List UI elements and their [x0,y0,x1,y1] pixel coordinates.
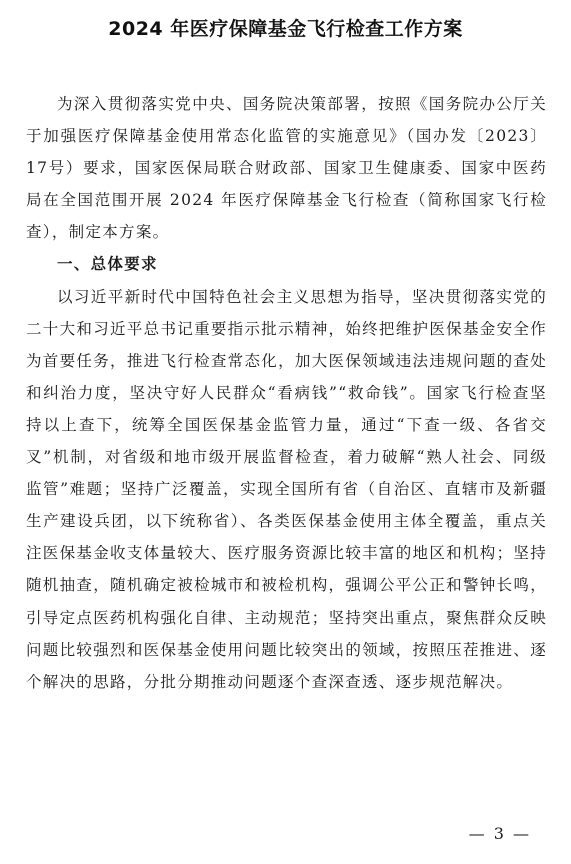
page-number: — 3 — [468,824,531,843]
intro-paragraph: 为深入贯彻落实党中央、国务院决策部署，按照《国务院办公厅关于加强医疗保障基金使用常态化监管的实施意见》（国办发〔2023〕17号）要求，国家医保局联合财政部、国家卫生健康委、国家中医药局在全国范围开展 2024 年医疗保障基金飞行检查（简称国家飞行检查），制定本方案。 [26,95,547,242]
general-requirements-paragraph: 以习近平新时代中国特色社会主义思想为指导，坚决贯彻落实党的二十大和习近平总书记重要指示批示精神，始终把维护医保基金安全作为首要任务，推进飞行检查常态化，加大医保领域违法违规问题的查处和纠治力度，坚决守好人民群众“看病钱”“救命钱”。国家飞行检查坚持以上查下，统筹全国医保基金监管力量，通过“下查一级、各省交叉”机制，对省级和地市级开展监督检查，着力破解“熟人社会、同级监管”难题；坚持广泛覆盖，实现全国所有省（自治区、直辖市及新疆生产建设兵团，以下统称省）、各类医保基金使用主体全覆盖，重点关注医保基金收支体量较大、医疗服务资源比较丰富的地区和机构；坚持随机抽查，随机确定被检城市和被检机构，强调公平公正和警钟长鸣，引导定点医药机构强化自律、主动规范；坚持突出重点，聚焦群众反映问题比较强烈和医保基金使用问题比较突出的领域，按照压茬推进、逐个解决的思路，分批分期推动问题逐个查深查透、逐步规范解决。 [26,287,547,691]
section-heading-general-requirements: 一、总体要求 [57,255,158,274]
document-title: 2024 年医疗保障基金飞行检查工作方案 [108,18,463,40]
document-body [26,88,547,698]
